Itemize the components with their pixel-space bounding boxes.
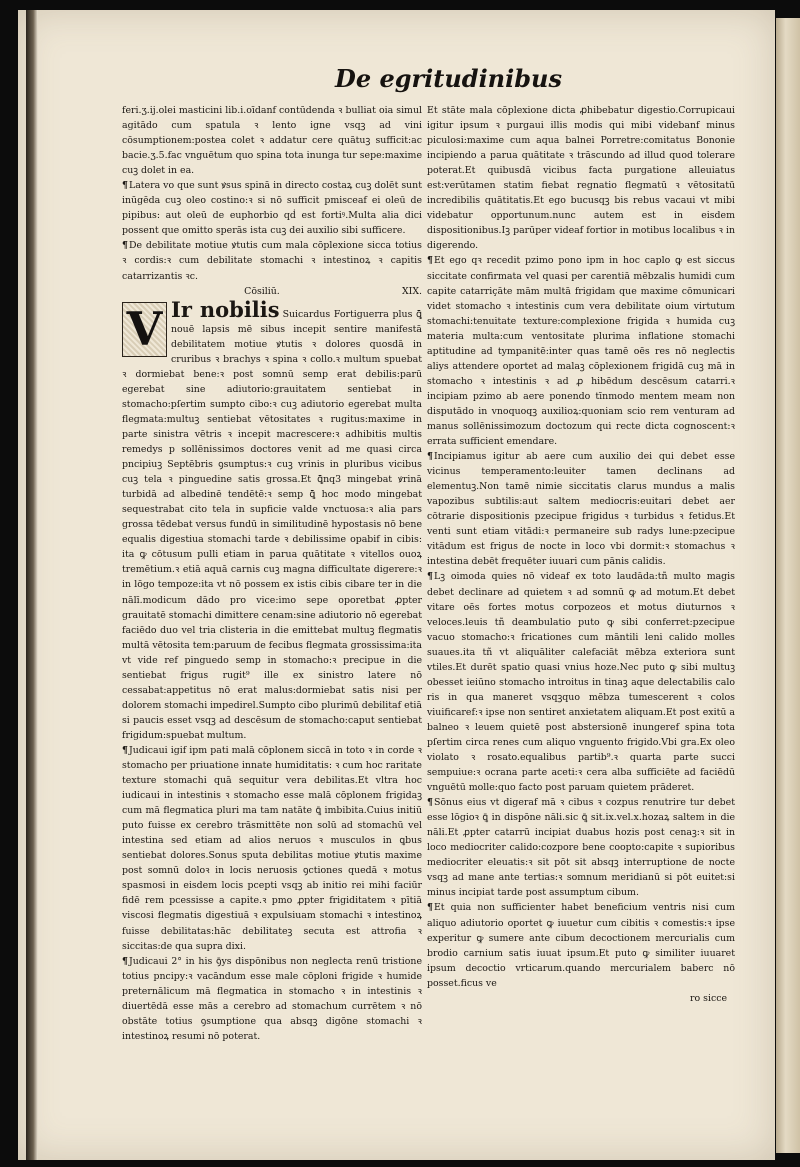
paragraph-summary-text: Et ego qꝛ recedit pzimo pono ipm in hoc caplo ꝙ est siccus siccitate confirmata vel quasi per carentiā mēbzalis humidi cum capite catarriçāte mām multā frigidam que maxime cōmunicari videt stomacho ꝛ intestinis cum vera debilitate oium virtutum stomachi:tenuitate texture:complexione frigida ꝛ humida cuꝫ materia multa:cum ventositate plurima inflatione stomachi aptitudine ad tympanitē:inter quas tamē oēs res nō neglectis aliys attendere oportet ad malaꝫ cōplexionem frigidā cuꝫ mā in stomacho ꝛ intestinis ꝛ ad ꝓ hibēdum descēsum catarri.ꝛ incipiam pzimo ab aere ponendo tīnmodo mentem meam non disputādo in vnoquoqꝫ auxilioꝝ:quoniam scio rem venturam ad manus sollēnissimozum doctozum qui recte dicta cognoscent:ꝛ errata sufficient emendare.	[427, 255, 735, 448]
opening-words: Ir nobilis	[171, 296, 280, 322]
opening-block	[122, 296, 422, 743]
paragraph-bowels	[427, 900, 735, 990]
paragraph-mark-icon: ¶	[122, 744, 128, 756]
consilium-number: XIX.	[401, 285, 422, 297]
paragraph-judgment-2	[122, 954, 422, 1044]
paragraph-mark-icon: ¶	[427, 451, 433, 463]
paragraph-case-text: Suicardus Fortiguerra plus ꝗ̄ nouē lapsis mē sibus incepit sentire manifestā debilitatem motiue ꝟtutis ꝛ dolores quosdā in cruribus ꝛ brachys ꝛ spina ꝛ collo.ꝛ multum spuebat ꝛ dormiebat bene:ꝛ post somnū semp erat debilis:parū egerebat sine adiutorio:grauitatem sentiebat in stomacho:pſertim sumpto cibo:ꝛ cuꝫ adiutorio egerebat multa flegmata:multuꝫ sentiebat vētositates ꝛ rugitus:maxime in parte sinistra vētris ꝛ incepit macrescere:ꝛ adhibitis multis remedys p sollēnissimos doctores venit ad me quasi circa pncipiuꝫ Septēbris ꝯsumptus:ꝛ cuꝫ vrinis in pluribus vicibus cuꝫ tela ꝛ pinguedine satis grossa.Et ꝗ̄nq3 mingebat ꝟrinā turbidā ad albedinē tendētē:ꝛ semp ꝗ̄ hoc modo mingebat sequestrabat cito tela in supficie valde vnctuosa:ꝛ alia pars grossa tēdebat versus fundū in similitudinē hypostasis nō bene equalis digestiua stomachi tarde ꝛ debilissime opabif in cibis: ita ꝙ cōtusum pulli etiam in parua quātitate ꝛ vitellos ouoꝝ tremētium.ꝛ etiā aquā carnis cuꝫ magna difficultate digerere:ꝛ in lōgo tempoze:ita vt nō possem ex istis cibis cibare ter in die nālī.modicum dādo pro vice:imo sepe oporetbat ꝓpter grauitatē stomachi dimittere cenam:sine adiutorio nō egerebat faciēdo duo vel tria clisteria in die emittebat multuꝫ flegmatis multā vētosita tem:paruum de fecibus flegmata grossissima:ita vt vide ref pinguedo semp in stomacho:ꝛ precipue in die sentiebat frigus rugit⁹ ille ex sinistro latere nō cessabat:appetitus nō erat malus:dormiebat satis nisi per dolorem stomachi impedirel.Sumpto cibo plurimū debilitaf etiā si paucis esset vsqꝫ ad descēsum de stomacho:caput sentiebat frigidum:spuebat multum.	[122, 308, 422, 741]
paragraph-air-text: Incipiamus igitur ab aere cum auxilio dei qui debet esse vicinus temperamento:leuiter tamen declinans ad elementuꝫ.Non tamē nimie siccitatis clarus mundus a malis vapozibus subtilis:aut saltem mediocris:euitari debet aer cōtrarie dispositionis pzecipue frigidus ꝛ turbidus ꝛ fetidus.Et venti sunt etiam vitādi:ꝛ permaneire sub radys lune:pzecipue vitādum est frigus de nocte in loco vbi dormit:ꝛ stomachus ꝛ intestina debēt frequēter iuuari cum pānis calidis.	[427, 451, 735, 568]
paragraph-rest	[427, 569, 735, 795]
paragraph-mark-icon: ¶	[122, 240, 128, 252]
paragraph-judgment-2-text: Judicaui 2° in his ꝯ̄ys dispōnibus non neglecta renū tristione totius pncipy:ꝛ vacāndum esse male cōploni frigide ꝛ humide preternālicum mā flegmatica in stomacho ꝛ in intestinis ꝛ diuertēdā esse mās a cerebro ad stomachum currētem ꝛ nō obstāte totius ꝯsumptione qua absqꝫ digōne stomachi ꝛ intestinoꝝ resumi nō poterat.	[122, 955, 422, 1042]
consilium-label: Cōsiliū.	[244, 285, 280, 297]
paragraph-mark-icon: ¶	[427, 902, 433, 914]
paragraph-rubric	[122, 238, 422, 283]
catchword: ro sicce	[690, 992, 727, 1004]
paragraph-air	[427, 449, 735, 569]
paragraph-bowels-text: Et quia non sufficienter habet beneficium ventris nisi cum aliquo adiutorio oportet ꝙ iuuetur cum cibitis ꝛ comestis:ꝛ ipse experitur ꝙ sumere ante cibum decoctionem mercurialis cum brodio carnium satis iuuat ipsum.Et puto ꝙ similiter iuuaret ipsum decoctio vrticarum.quando mercurialem baberc nō posset.ficus ve	[427, 902, 735, 989]
paragraph-mark-icon: ¶	[427, 255, 433, 267]
left-column	[122, 103, 422, 1133]
paragraph-mark-icon: ¶	[427, 797, 433, 809]
running-head: De egritudinibus	[335, 64, 562, 93]
paragraph-recipe: feri.ʒ.ij.olei masticini lib.i.oīdanf contūdenda ꝛ bulliat oia simul agitādo cum spatula ꝛ lento igne vsqꝫ ad vini cōsumptionem:postea colet ꝛ addatur cere quātuꝫ sufficit:ac bacie.ʒ.5.fac vnguētum quo spina tota inunga tur sepe:maxime cuꝫ dolet in ea.	[122, 105, 422, 177]
paragraph-rest-text: Lꝫ oimoda quies nō videaf ex toto laudāda:tñ multo magis debet declinare ad quietem ꝛ ad somnū ꝙ ad motum.Et debet vitare oēs fortes motus corpozeos et motus diuturnos ꝛ veloces.leuis tñ deambulatio puto ꝙ sibi conferret:pzecipue vacuo stomacho:ꝛ fricationes cum māntili leni calido molles suaues.ita tñ vt aliquāliter calefaciāt mēbza exteriora sunt vtiles.Et durēt spatio quasi vnius hoze.Nec puto ꝙ sibi multuꝫ obesset ieiūno stomacho introitus in tinaꝫ aque delectabilis calo ris in qua maneret vsqꝫquo mēbza tumescerent ꝛ colos viuificaref:ꝛ ipse non sentiret anxietatem aliquam.Et post exitū a balneo ꝛ leuem quietē post abstersionē inungeref spina tota pſertim circa renes cum aliquo vnguento frigido.Vbi gra.Ex oleo violato ꝛ rosato.equalibus partib⁹.ꝛ quarta parte succi sempuiue:ꝛ ocrana parte aceti:ꝛ cera alba sufficiēte ad faciēdū vnguētū molle:quo facto post paruam quietem prāderet.	[427, 571, 735, 794]
paragraph-latera	[122, 178, 422, 238]
paragraph-summary	[427, 253, 735, 449]
paragraph-judgment-1	[122, 743, 422, 954]
paragraph-mark-icon: ¶	[122, 180, 128, 192]
paragraph-judgment-1-text: Judicaui igif ipm pati malā cōplonem siccā in toto ꝛ in corde ꝛ stomacho per priuatione innate humiditatis: ꝛ cum hoc raritate texture stomachi quā sequitur vera debilitas.Et vltra hoc iudicaui in intestinis ꝛ stomacho esse malā cōplonem frigidaꝫ cum mā flegmatica pluri ma tam natāte ꝗ̄ imbibita.Cuius initiū puto fuisse ex cerebro trāsmittēte non solū ad stomachū vel intestina sed etiam ad alios neruos ꝛ musculos in ꝗbus sentiebat dolores.Sonus sputa debilitas motiue ꝟtutis maxime post somnū doloꝛ in locis neruosis ꝯctiones quedā ꝛ motus spasmosi in eisdem locis pcepti vsqꝫ ab initio rei mihi faciūr fidē rem pcessisse a capite.ꝛ pmo ꝓpter frigiditatem ꝛ pītiā viscosi flegmatis digestiuā ꝛ expulsiuam stomachi ꝛ intestinoꝝ fuisse debilitatas:hāc debilitateꝫ secuta est attrofia ꝛ siccitas:de qua supra dixi.	[122, 744, 422, 952]
paragraph-sleep-text: Sōnus eius vt digeraf mā ꝛ cibus ꝛ cozpus renutrire tur debet esse lōgioꝛ ꝗ̄ in dispōne nāli.sic ꝗ̄ sit.ix.vel.x.hozaꝝ saltem in die nāli.Et ꝓpter catarrū incipiat duabus hozis post cenaꝫ:ꝛ sit in loco mediocriter calido:cozpore bene coopto:capite ꝛ supioribus mediocriter eleuatis:ꝛ sit pōt sit absqꝫ interruptione de nocte vsqꝫ ad mane ante tertias:ꝛ somnum meridianū si pōt euitet:si minus incipiat tarde post assumptum cibum.	[427, 797, 735, 899]
paragraph-mark-icon: ¶	[122, 955, 128, 967]
paragraph-sleep	[427, 795, 735, 900]
rubric-text: De debilitate motiue ꝟtutis cum mala cōplexione sicca totius ꝛ cordis:ꝛ cum debilitate stomachi ꝛ intestinoꝝ ꝛ capitis catarrizantis ꝛc.	[122, 240, 422, 282]
paragraph-continuation: Et stāte mala cōplexione dicta ꝓhibebatur digestio.Corrupicaui igitur ipsum ꝛ purgaui illis modis qui mibi videbanf minus piculosi:maxime cum aqua balnei Porretre:comitatus Bononie incipiendo a parua quātitate ꝛ trāscundo ad illud quod tolerare poterat.Et quibusdā vicibus facta purgatione alleuiatus est:verūtamen statim fiebat regnatio flegmatū ꝛ vētositatū incredibilis quātitatis.Et ego bucusqꝫ bis rebus vacaui vt mibi videbatur opportunum.nunc autem est in eisdem dispositionibus.Iꝫ parūper videaf fortior in motibus localibus ꝛ in digerendo.	[427, 105, 735, 252]
facing-page-edge	[776, 18, 800, 1153]
paragraph-latera-text: Latera vo que sunt ꝟsus spinā in directo costaꝝ cuꝫ dolēt sunt inūgēda cuꝫ oleo costino:ꝛ si nō sufficit pmisceaf ei oleū de pipibus: aut oleū de euphorbio qḋ est fortiꝰ.Multa alia dici possent que omitto sperās ista cuꝫ dei auxilio sibi sufficere.	[122, 180, 422, 237]
paragraph-mark-icon: ¶	[427, 571, 433, 583]
right-column	[427, 103, 735, 1133]
decorated-initial: V	[122, 302, 167, 357]
gutter-shadow	[26, 10, 38, 1160]
paragraph-case	[122, 296, 422, 743]
